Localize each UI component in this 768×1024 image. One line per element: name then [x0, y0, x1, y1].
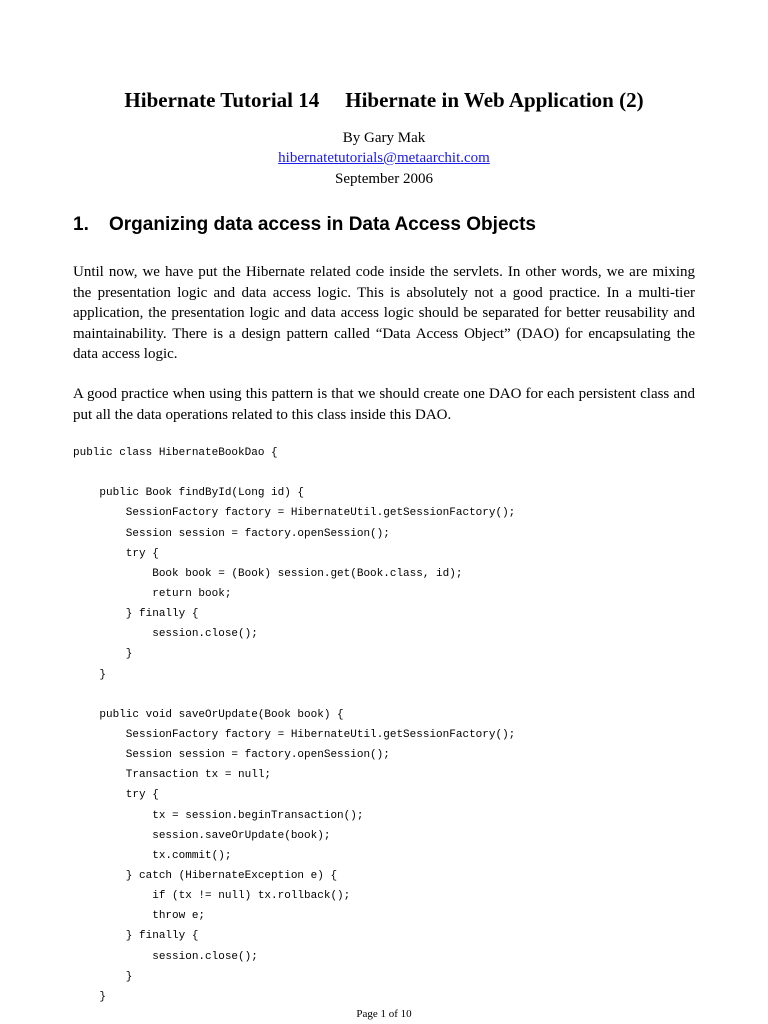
code-line: }: [73, 648, 133, 661]
code-line: session.close();: [73, 628, 258, 641]
publication-date: September 2006: [335, 171, 433, 187]
code-line: Book book = (Book) session.get(Book.class, id);: [73, 567, 463, 580]
code-line: public Book findById(Long id) {: [73, 487, 305, 500]
code-line: throw e;: [73, 910, 206, 923]
code-line: tx.commit();: [73, 849, 232, 862]
section-number: 1.: [73, 214, 89, 235]
code-line: tx = session.beginTransaction();: [73, 809, 364, 822]
paragraph-good-practice: A good practice when using this pattern is that we should create one DAO for each persistent class and put all the data operations related to this class inside this DAO.: [73, 386, 695, 423]
page-number-footer: Page 1 of 10: [356, 1008, 412, 1020]
code-line: session.close();: [73, 950, 258, 963]
code-line: SessionFactory factory = HibernateUtil.getSessionFactory();: [73, 728, 516, 741]
code-line: try {: [73, 547, 159, 560]
paragraph-intro: Until now, we have put the Hibernate related code inside the servlets. In other words, we are mixing the presentation logic and data access logic. This is absolutely not a good practice. In a multi-tier application, the presentation logic and data access logic should be separated for better reusability and maintainability. There is a design pattern called “Data Access Object” (DAO) for encapsulating the data access logic.: [73, 264, 695, 362]
author-line: By Gary Mak: [342, 130, 426, 146]
code-line: [73, 685, 515, 705]
code-line: [73, 463, 515, 483]
title-part-2: Hibernate in Web Application (2): [345, 88, 644, 112]
code-line: } finally {: [73, 608, 199, 621]
code-line: SessionFactory factory = HibernateUtil.getSessionFactory();: [73, 507, 516, 520]
code-line: public void saveOrUpdate(Book book) {: [73, 708, 344, 721]
code-line: public class HibernateBookDao {: [73, 447, 278, 459]
code-line: Session session = factory.openSession();: [73, 527, 390, 540]
code-line: return book;: [73, 587, 232, 600]
code-line: session.saveOrUpdate(book);: [73, 829, 331, 842]
section-title: Organizing data access in Data Access Objects: [109, 214, 536, 235]
title-part-1: Hibernate Tutorial 14: [124, 88, 320, 112]
section-heading: [73, 214, 536, 236]
code-line: } finally {: [73, 930, 199, 943]
code-line: Session session = factory.openSession();: [73, 749, 390, 762]
code-line: Transaction tx = null;: [73, 769, 272, 782]
code-line: }: [73, 668, 107, 681]
code-line: } catch (HibernateException e) {: [73, 869, 338, 882]
code-line: }: [73, 970, 133, 983]
code-block: [73, 443, 515, 1007]
code-line: if (tx != null) tx.rollback();: [73, 890, 351, 903]
author-email-link[interactable]: hibernatetutorials@metaarchit.com: [278, 150, 490, 166]
code-line: }: [73, 990, 107, 1003]
code-line: try {: [73, 789, 159, 802]
page-title: [0, 88, 768, 113]
